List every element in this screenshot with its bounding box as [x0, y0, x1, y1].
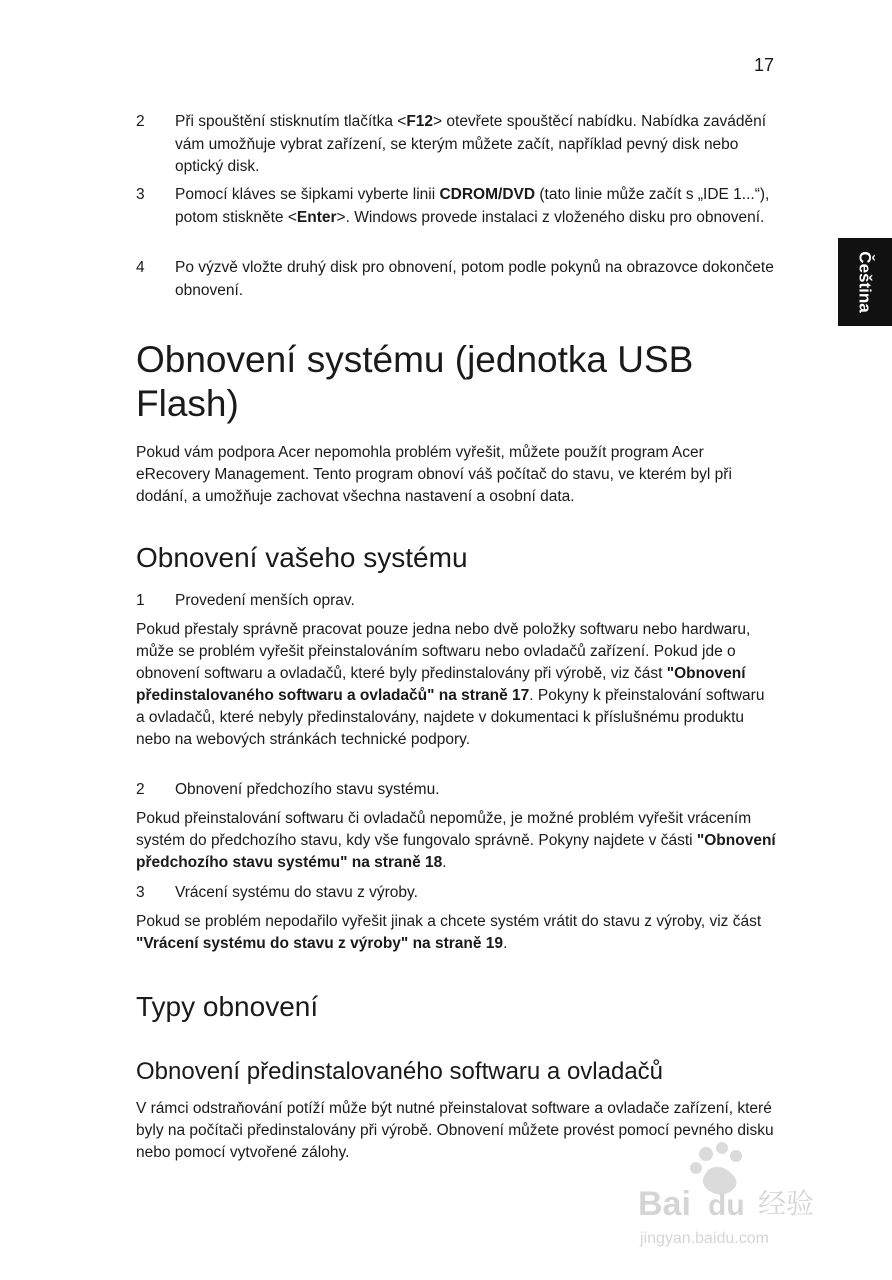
list-item: [136, 882, 776, 905]
page-number: 17: [754, 55, 775, 75]
baidu-watermark: [636, 1140, 856, 1250]
watermark-logo: Bai: [638, 1185, 691, 1223]
language-tab-label: Čeština: [856, 251, 876, 313]
language-tab: [838, 238, 892, 326]
paragraph: V rámci odstraňování potíží může být nutné přeinstalovat software a ovladače zařízení, které byly na počítači předinstalovány při výrobě. Obnovení můžete provést pomocí pevného disku nebo pomocí vytvořené zálohy.: [136, 1100, 774, 1161]
list-number: 4: [136, 259, 145, 276]
list-number: 3: [136, 186, 145, 203]
section-title-recovery-types: Typy obnovení: [136, 991, 319, 1022]
list-item: [136, 257, 776, 302]
watermark-logo-du: du: [708, 1189, 745, 1222]
list-number: 1: [136, 592, 145, 609]
list-number: 3: [136, 884, 145, 901]
list-item: [136, 111, 776, 179]
paragraph: Pokud se problém nepodařilo vyřešit jinak a chcete systém vrátit do stavu z výroby, viz část "Vrácení systému do stavu z výroby" na straně 19.: [136, 913, 762, 952]
paragraph: Pokud přestaly správně pracovat pouze jedna nebo dvě položky softwaru nebo hardwaru, může se problém vyřešit přeinstalováním softwaru nebo ovladačů zařízení. Pokud jde o obnovení softwaru a ovladačů, které byly předinstalovány při výrobě, viz část "Obnovení předinstalovaného softwaru a ovladačů" na straně 17. Pokyny k přeinstalování softwaru a ovladačů, které nebyly předinstalovány, najdete v dokumentaci k příslušnému produktu nebo na webových stránkách technické podpory.: [136, 621, 765, 748]
paragraph: Pokud přeinstalování softwaru či ovladačů nepomůže, je možné problém vyřešit vrácením systém do předchozího stavu, kdy vše fungovalo správně. Pokyny najdete v části "Obnovení předchozího stavu systému" na straně 18.: [136, 810, 776, 871]
list-item: [136, 184, 776, 229]
list-number: 2: [136, 781, 145, 798]
cross-reference-link[interactable]: "Obnovení předinstalovaného softwaru a ovladačů" na straně 17: [136, 665, 746, 704]
list-text: Pomocí kláves se šipkami vyberte linii CDROM/DVD (tato linie může začít s „IDE 1...“), potom stiskněte <Enter>. Windows provede instalaci z vloženého disku pro obnovení.: [175, 186, 770, 226]
cross-reference-link[interactable]: "Vrácení systému do stavu z výroby" na straně 19: [136, 935, 504, 952]
watermark-cn: 经验: [758, 1187, 815, 1220]
cross-reference-link[interactable]: "Obnovení předchozího stavu systému" na straně 18: [136, 832, 776, 871]
list-text: Po výzvě vložte druhý disk pro obnovení, potom podle pokynů na obrazovce dokončete obnovení.: [175, 259, 774, 299]
list-item: [136, 590, 776, 613]
section-intro: Pokud vám podpora Acer nepomohla problém vyřešit, můžete použít program Acer eRecovery Management. Tento program obnoví váš počítač do stavu, ve kterém byl při dodání, a umožňuje zachovat všechna nastavení a osobní data.: [136, 444, 732, 505]
list-text: Provedení menších oprav.: [175, 592, 355, 609]
list-text: Vrácení systému do stavu z výroby.: [175, 884, 418, 901]
list-item: [136, 779, 776, 802]
list-text: Obnovení předchozího stavu systému.: [175, 781, 440, 798]
list-text: Při spouštění stisknutím tlačítka <F12> otevřete spouštěcí nabídku. Nabídka zavádění vám umožňuje vybrat zařízení, se kterým můžete začít, například pevný disk nebo optický disk.: [175, 113, 767, 175]
subsection-title: Obnovení předinstalovaného softwaru a ovladačů: [136, 1058, 664, 1085]
list-number: 2: [136, 113, 145, 130]
section-title-usb-recovery: Obnovení systému (jednotka USB Flash): [136, 339, 694, 424]
section-title-recovery: Obnovení vašeho systému: [136, 542, 468, 573]
watermark-url: jingyan.baidu.com: [640, 1230, 769, 1247]
